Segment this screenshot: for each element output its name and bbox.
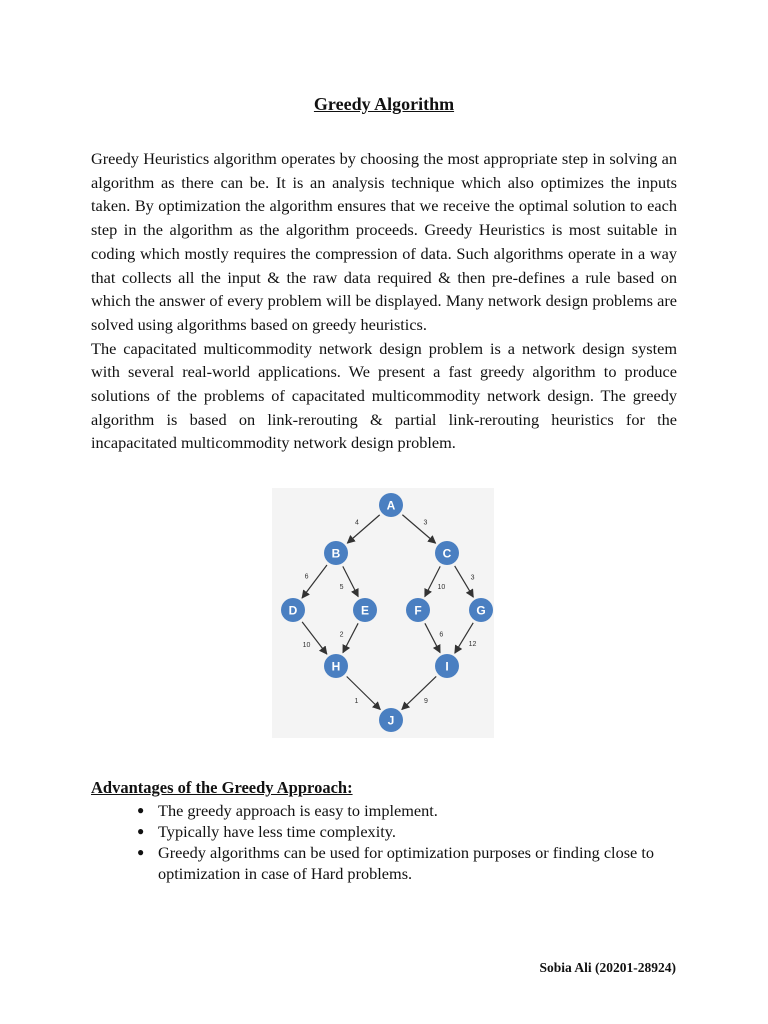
- node-A: [379, 493, 403, 517]
- advantage-text: The greedy approach is easy to implement.: [158, 801, 438, 820]
- node-E: [353, 598, 377, 622]
- node-label-H: H: [331, 659, 341, 674]
- paragraph-greedy-heuristics: Greedy Heuristics algorithm operates by choosing the most appropriate step in solving an algorithm as there can be. It is an analysis technique which also optimizes the inputs taken. By optimization the algorithm ensures that we receive the optimal solution to each step in the algorithm as the algorithm proceeds. Greedy Heuristics is most suitable in coding which mostly requires the compression of data. Such algorithms operate in a way that collects all the input & the raw data required & then pre-defines a rule based on which the answer of every problem will be displayed. Many network design problems are solved using algorithms based on greedy heuristics.: [91, 149, 677, 334]
- node-J: [379, 708, 403, 732]
- body-text: [91, 147, 677, 455]
- node-label-E: E: [360, 603, 370, 618]
- advantages-heading: Advantages of the Greedy Approach:: [91, 778, 353, 797]
- advantage-text: Typically have less time complexity.: [158, 822, 396, 841]
- advantage-item: [91, 800, 677, 821]
- bullet-icon: ●: [137, 845, 145, 859]
- edge-weight-H-J: 1: [354, 698, 359, 706]
- node-I: [435, 654, 459, 678]
- node-D: [281, 598, 305, 622]
- edge-weight-B-D: 6: [304, 573, 309, 581]
- edge-weight-C-G: 3: [470, 574, 475, 582]
- node-F: [406, 598, 430, 622]
- node-label-F: F: [414, 603, 422, 618]
- advantages-list: [91, 800, 677, 884]
- graph-figure: [272, 488, 494, 738]
- advantage-item: [91, 821, 677, 842]
- bullet-icon: ●: [137, 824, 145, 838]
- edge-weight-I-J: 9: [423, 698, 428, 706]
- author-footer: Sobia Ali (20201-28924): [539, 960, 676, 975]
- node-C: [435, 541, 459, 565]
- page-title: Greedy Algorithm: [313, 94, 455, 114]
- node-label-G: G: [476, 603, 486, 618]
- edge-weight-D-H: 10: [302, 642, 311, 650]
- node-label-C: C: [442, 546, 452, 561]
- node-label-J: J: [387, 713, 395, 728]
- node-H: [324, 654, 348, 678]
- node-label-A: A: [386, 498, 396, 513]
- edge-weight-E-H: 2: [339, 631, 344, 639]
- node-label-D: D: [288, 603, 298, 618]
- edge-weight-A-B: 4: [354, 519, 359, 527]
- advantage-text: Greedy algorithms can be used for optimization purposes or finding close to optimization in case of Hard problems.: [158, 843, 655, 883]
- graph-background: [272, 488, 494, 738]
- edge-weight-C-F: 10: [437, 584, 446, 592]
- edge-weight-B-E: 5: [339, 584, 344, 592]
- node-G: [469, 598, 493, 622]
- edge-weight-F-I: 6: [439, 631, 444, 639]
- node-label-I: I: [445, 659, 449, 674]
- node-B: [324, 541, 348, 565]
- graph-diagram: [272, 488, 494, 738]
- edge-weight-G-I: 12: [468, 641, 477, 649]
- bullet-icon: ●: [137, 803, 145, 817]
- edge-weight-A-C: 3: [423, 519, 428, 527]
- paragraph-network-design: The capacitated multicommodity network design problem is a network design system with several real-world applications. We present a fast greedy algorithm to produce solutions of the problems of capacitated multicommodity network design. The greedy algorithm is based on link-rerouting & partial link-rerouting heuristics for the incapacitated multicommodity network design problem.: [91, 338, 677, 453]
- advantage-item: [91, 842, 677, 884]
- node-label-B: B: [331, 546, 341, 561]
